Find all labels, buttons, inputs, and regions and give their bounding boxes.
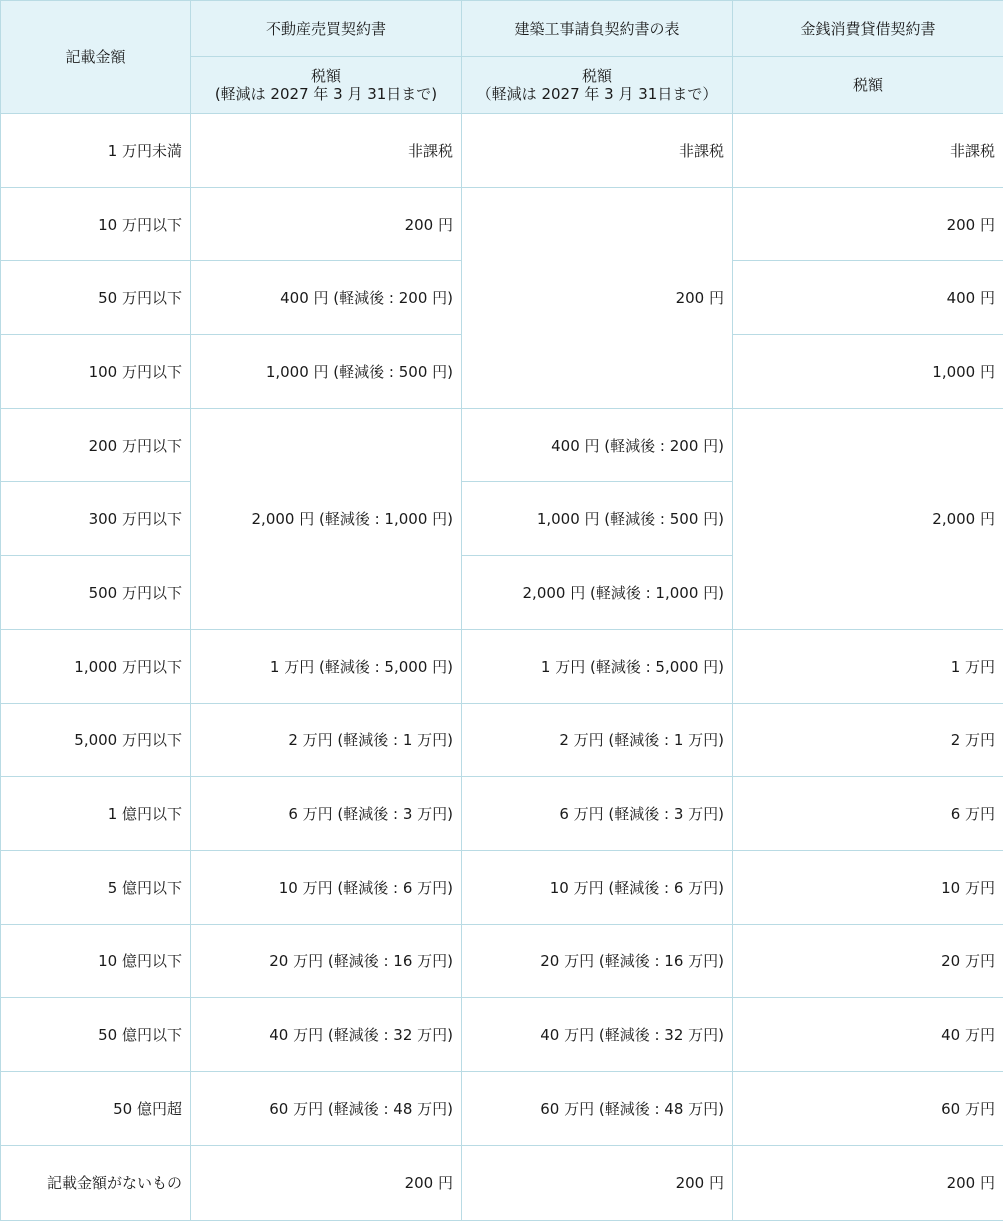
table-row (1, 1145, 1003, 1220)
construction-cell: 1,000 円 (軽減後 : 500 円) (462, 482, 733, 556)
real-estate-cell: 40 万円 (軽減後 : 32 万円) (191, 998, 462, 1072)
real-estate-cell: 20 万円 (軽減後 : 16 万円) (191, 924, 462, 998)
loan-cell: 非課税 (733, 114, 1003, 188)
real-estate-cell: 200 円 (191, 1145, 462, 1220)
real-estate-cell: 2,000 円 (軽減後 : 1,000 円) (191, 408, 462, 629)
loan-cell: 60 万円 (733, 1071, 1003, 1145)
construction-cell: 20 万円 (軽減後 : 16 万円) (462, 924, 733, 998)
real-estate-cell: 2 万円 (軽減後 : 1 万円) (191, 703, 462, 777)
table-row (1, 924, 1003, 998)
construction-cell: 40 万円 (軽減後 : 32 万円) (462, 998, 733, 1072)
loan-cell: 6 万円 (733, 777, 1003, 851)
subheader-tax-label: 税額 (470, 67, 724, 85)
amount-cell: 5 億円以下 (1, 850, 191, 924)
subheader-reduction-note: （軽減は 2027 年 3 月 31日まで） (470, 85, 724, 103)
real-estate-cell: 200 円 (191, 187, 462, 261)
loan-cell: 10 万円 (733, 850, 1003, 924)
subheader-real-estate (191, 57, 462, 114)
amount-cell: 50 万円以下 (1, 261, 191, 335)
amount-cell: 200 万円以下 (1, 408, 191, 482)
real-estate-cell: 400 円 (軽減後 : 200 円) (191, 261, 462, 335)
loan-cell: 200 円 (733, 187, 1003, 261)
amount-cell: 500 万円以下 (1, 556, 191, 630)
construction-cell: 2,000 円 (軽減後 : 1,000 円) (462, 556, 733, 630)
loan-cell: 1,000 円 (733, 335, 1003, 409)
amount-cell: 1 万円未満 (1, 114, 191, 188)
table-row (1, 998, 1003, 1072)
loan-cell: 40 万円 (733, 998, 1003, 1072)
amount-cell: 1 億円以下 (1, 777, 191, 851)
table-row (1, 408, 1003, 482)
amount-cell: 記載金額がないもの (1, 1145, 191, 1220)
construction-cell: 400 円 (軽減後 : 200 円) (462, 408, 733, 482)
table-row (1, 114, 1003, 188)
amount-cell: 10 億円以下 (1, 924, 191, 998)
real-estate-cell: 1 万円 (軽減後 : 5,000 円) (191, 629, 462, 703)
construction-cell: 200 円 (462, 1145, 733, 1220)
real-estate-cell: 60 万円 (軽減後 : 48 万円) (191, 1071, 462, 1145)
amount-cell: 100 万円以下 (1, 335, 191, 409)
header-loan: 金銭消費貸借契約書 (733, 1, 1003, 57)
table-row (1, 777, 1003, 851)
header-construction: 建築工事請負契約書の表 (462, 1, 733, 57)
amount-cell: 50 億円以下 (1, 998, 191, 1072)
construction-cell: 10 万円 (軽減後 : 6 万円) (462, 850, 733, 924)
subheader-loan: 税額 (733, 57, 1003, 114)
header-amount: 記載金額 (1, 1, 191, 114)
loan-cell: 2,000 円 (733, 408, 1003, 629)
subheader-reduction-note: (軽減は 2027 年 3 月 31日まで) (199, 85, 453, 103)
subheader-construction (462, 57, 733, 114)
real-estate-cell: 1,000 円 (軽減後 : 500 円) (191, 335, 462, 409)
loan-cell: 400 円 (733, 261, 1003, 335)
real-estate-cell: 10 万円 (軽減後 : 6 万円) (191, 850, 462, 924)
amount-cell: 50 億円超 (1, 1071, 191, 1145)
amount-cell: 10 万円以下 (1, 187, 191, 261)
amount-cell: 300 万円以下 (1, 482, 191, 556)
loan-cell: 20 万円 (733, 924, 1003, 998)
construction-cell: 60 万円 (軽減後 : 48 万円) (462, 1071, 733, 1145)
header-real-estate: 不動産売買契約書 (191, 1, 462, 57)
construction-cell: 非課税 (462, 114, 733, 188)
loan-cell: 2 万円 (733, 703, 1003, 777)
real-estate-cell: 6 万円 (軽減後 : 3 万円) (191, 777, 462, 851)
table-row (1, 850, 1003, 924)
loan-cell: 1 万円 (733, 629, 1003, 703)
construction-cell: 200 円 (462, 187, 733, 408)
loan-cell: 200 円 (733, 1145, 1003, 1220)
table-row (1, 1071, 1003, 1145)
table-row (1, 629, 1003, 703)
subheader-tax-label: 税額 (199, 67, 453, 85)
real-estate-cell: 非課税 (191, 114, 462, 188)
construction-cell: 2 万円 (軽減後 : 1 万円) (462, 703, 733, 777)
amount-cell: 1,000 万円以下 (1, 629, 191, 703)
construction-cell: 6 万円 (軽減後 : 3 万円) (462, 777, 733, 851)
amount-cell: 5,000 万円以下 (1, 703, 191, 777)
table-row (1, 703, 1003, 777)
construction-cell: 1 万円 (軽減後 : 5,000 円) (462, 629, 733, 703)
table-row (1, 187, 1003, 261)
